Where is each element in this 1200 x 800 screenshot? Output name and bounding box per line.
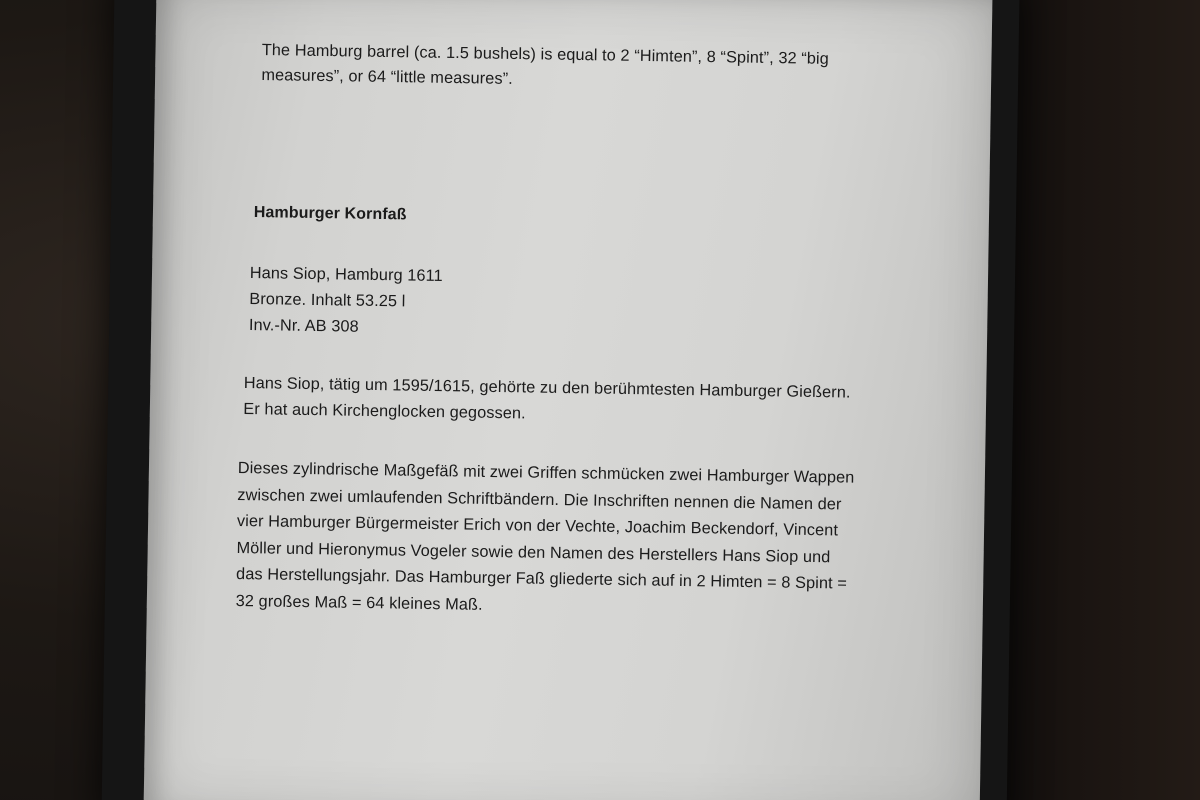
title-text: Hamburger Kornfaß xyxy=(253,203,407,224)
display-case-edge xyxy=(990,0,1200,800)
maker-and-year: Hans Siop, Hamburg 1611 xyxy=(249,263,443,286)
paragraph-line: 32 großes Maß = 64 kleines Maß. xyxy=(235,591,483,614)
paragraph-line: das Herstellungsjahr. Das Hamburger Faß gliederte sich auf in 2 Himten = 8 Spint = xyxy=(235,565,848,593)
paragraph-line: zwischen zwei umlaufenden Schriftbändern. Die Inschriften nennen die Namen der xyxy=(237,485,842,514)
english-note-line: measures”, or 64 “little measures”. xyxy=(261,65,513,88)
maker-paragraph xyxy=(243,370,851,432)
object-title xyxy=(254,200,407,227)
inventory-number: Inv.-Nr. AB 308 xyxy=(248,315,359,336)
object-info xyxy=(249,260,443,341)
paragraph-line: vier Hamburger Bürgermeister Erich von der Vechte, Joachim Beckendorf, Vincent xyxy=(236,512,839,540)
material-and-capacity: Bronze. Inhalt 53.25 l xyxy=(249,289,406,311)
english-note xyxy=(261,38,829,97)
paragraph-line: Er hat auch Kirchenglocken gegossen. xyxy=(243,399,526,423)
paragraph-line: Dieses zylindrische Maßgefäß mit zwei Griffen schmücken zwei Hamburger Wappen xyxy=(237,458,855,487)
description-paragraph xyxy=(235,455,854,624)
english-note-line: The Hamburg barrel (ca. 1.5 bushels) is equal to 2 “Himten”, 8 “Spint”, 32 “big xyxy=(261,40,830,68)
paragraph-line: Hans Siop, tätig um 1595/1615, gehörte zu den berühmtesten Hamburger Gießern. xyxy=(243,373,851,402)
paragraph-line: Möller und Hieronymus Vogeler sowie den Namen des Herstellers Hans Siop und xyxy=(236,538,831,567)
